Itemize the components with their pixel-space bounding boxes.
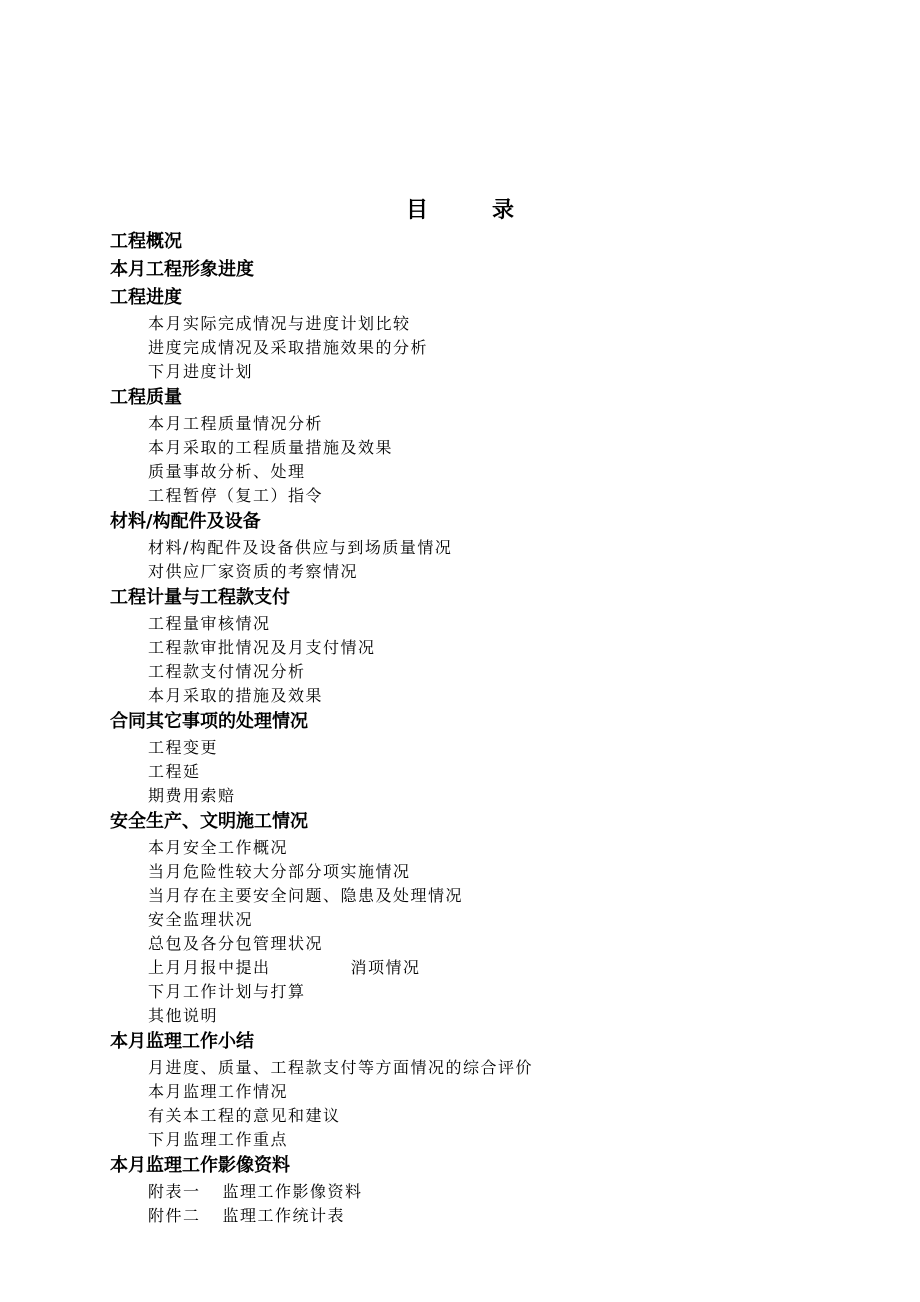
toc-section-title: 工程质量 xyxy=(110,387,182,408)
toc-section xyxy=(110,384,870,508)
toc-sub-item: 当月危险性较大分部分项实施情况 xyxy=(148,862,411,881)
toc-sub-list xyxy=(110,1180,870,1228)
toc-sub-item: 工程款支付情况分析 xyxy=(148,662,306,681)
toc-sub-item: 工程变更 xyxy=(148,738,219,757)
attachment-label: 附件二 xyxy=(148,1206,201,1225)
toc-section-title: 材料/构配件及设备 xyxy=(110,511,261,532)
toc-title-char-2: 录 xyxy=(492,198,515,223)
toc-sub-list xyxy=(110,412,870,508)
toc-title-char-1: 目 xyxy=(405,198,428,223)
toc-sub-item: 工程暂停（复工）指令 xyxy=(148,486,324,505)
attachment-label: 附表一 xyxy=(148,1182,201,1201)
toc-sub-item: 本月采取的工程质量措施及效果 xyxy=(148,438,394,457)
toc-section-title: 工程计量与工程款支付 xyxy=(110,587,290,608)
toc-sub-item: 其他说明 xyxy=(148,1006,219,1025)
toc-sub-item: 本月工程质量情况分析 xyxy=(148,414,324,433)
toc-sub-item: 本月监理工作情况 xyxy=(148,1082,289,1101)
toc-sub-list xyxy=(110,536,870,584)
toc-sub-item: 工程延 xyxy=(148,762,201,781)
toc-section xyxy=(110,228,870,256)
toc-section-title: 工程概况 xyxy=(110,231,182,252)
toc-sub-item: 本月安全工作概况 xyxy=(148,838,289,857)
toc-section-title: 合同其它事项的处理情况 xyxy=(110,711,308,732)
toc-sub-item: 月进度、质量、工程款支付等方面情况的综合评价 xyxy=(148,1058,534,1077)
attachment-text: 监理工作统计表 xyxy=(222,1206,346,1225)
toc-sub-item-text: 上月月报中提出 xyxy=(148,958,271,977)
toc-section xyxy=(110,808,870,1028)
toc-sub-item: 工程量审核情况 xyxy=(148,614,271,633)
toc-sub-list xyxy=(110,612,870,708)
toc-sub-item: 质量事故分析、处理 xyxy=(148,462,306,481)
toc-sub-item: 工程款审批情况及月支付情况 xyxy=(148,638,376,657)
toc-section xyxy=(110,708,870,808)
toc-sub-item: 本月实际完成情况与进度计划比较 xyxy=(148,314,411,333)
toc-list xyxy=(110,228,870,1228)
toc-sub-item: 下月进度计划 xyxy=(148,362,254,381)
toc-section xyxy=(110,508,870,584)
toc-title xyxy=(0,196,920,226)
toc-sub-item-text-continued: 消项情况 xyxy=(350,958,421,977)
toc-section-title: 本月监理工作影像资料 xyxy=(110,1155,290,1176)
toc-section xyxy=(110,1028,870,1152)
toc-sub-list xyxy=(110,1056,870,1152)
toc-section xyxy=(110,284,870,384)
toc-sub-list xyxy=(110,312,870,384)
toc-sub-item: 安全监理状况 xyxy=(148,910,254,929)
toc-section-title: 本月监理工作小结 xyxy=(110,1031,254,1052)
toc-sub-item: 下月工作计划与打算 xyxy=(148,982,306,1001)
toc-sub-list xyxy=(110,736,870,808)
toc-sub-item xyxy=(148,956,870,980)
toc-section-title: 本月工程形象进度 xyxy=(110,259,254,280)
toc-sub-item: 总包及各分包管理状况 xyxy=(148,934,324,953)
toc-sub-item: 材料/构配件及设备供应与到场质量情况 xyxy=(148,538,453,557)
toc-attachment-item xyxy=(148,1204,870,1228)
toc-section xyxy=(110,584,870,708)
toc-sub-item: 本月采取的措施及效果 xyxy=(148,686,324,705)
toc-section-title: 工程进度 xyxy=(110,287,182,308)
attachment-text: 监理工作影像资料 xyxy=(222,1182,363,1201)
toc-section xyxy=(110,1152,870,1228)
toc-sub-list xyxy=(110,836,870,1028)
toc-sub-item: 对供应厂家资质的考察情况 xyxy=(148,562,359,581)
toc-sub-item: 有关本工程的意见和建议 xyxy=(148,1106,341,1125)
toc-section-title: 安全生产、文明施工情况 xyxy=(110,811,308,832)
toc-sub-item: 下月监理工作重点 xyxy=(148,1130,289,1149)
toc-sub-item: 期费用索赔 xyxy=(148,786,236,805)
toc-sub-item: 当月存在主要安全问题、隐患及处理情况 xyxy=(148,886,464,905)
toc-sub-item: 进度完成情况及采取措施效果的分析 xyxy=(148,338,429,357)
toc-attachment-item xyxy=(148,1180,870,1204)
toc-section xyxy=(110,256,870,284)
